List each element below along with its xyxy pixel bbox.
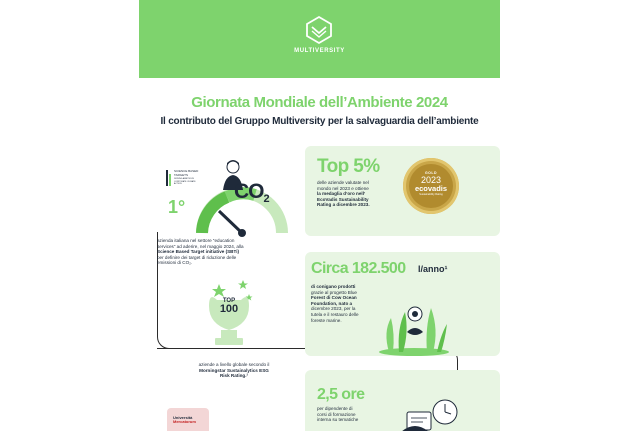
training-illustration-icon [401,392,461,431]
top100-badge [215,298,243,315]
products-line-5: dicembre 2023, per la [311,306,356,312]
sbti-line-5: emissioni di CO₂. [157,260,193,266]
ecovadis-stat: Top 5% [317,156,380,177]
sbti-description [157,238,297,266]
infographic-sheet [139,0,500,431]
multiversity-logo-icon [306,16,332,44]
mercatorum-text [173,416,196,425]
medal-year: 2023 [420,175,442,185]
products-line-7: foreste marine. [311,317,342,323]
sbti-logo-icon [166,170,172,186]
sbti-rank: 1° [168,197,186,217]
mercatorum-line-2: Mercatorum [173,419,196,425]
sbti-logo-subcaption: DRIVING AMBITIOUS CORPORATE CLIMATE ACTION [174,178,196,186]
products-stat: Circa 182.500 [311,260,406,277]
products-line-4: Foundation, nato a [311,300,353,306]
products-line-1: di conigano prodotti [311,284,356,289]
training-description [317,406,397,423]
training-line-2: corsi di formazione [317,411,356,417]
page-title: Giornata Mondiale dell’Ambiente 2024 [191,94,448,111]
mercatorum-line-1: Università [173,415,193,420]
ecovadis-line-2: mondo nel 2023 e ottiene [317,185,369,191]
sbti-line-1: azienda italiana nel settore “education [157,238,235,243]
top100-line-1: aziende a livello globale secondo il [198,362,270,367]
training-line-1: per dipendente di [317,406,353,411]
top100-badge-top: TOP [222,298,236,304]
top100-badge-num: 100 [219,303,239,315]
medal-subtitle: Sustainability Rating [419,193,443,196]
ecovadis-line-5: Rating a dicembre 2023. [317,202,370,208]
ecovadis-line-4: EcoVadis Sustainability [317,196,369,202]
sbti-line-2: services” ad aderire, nel maggio 2024, alla [157,243,244,249]
page-subtitle: Il contributo del Gruppo Multiversity per la salvaguardia dell’ambiente [160,116,479,127]
co2-subscript: 2 [263,193,269,205]
top100-line-2: Morningstar Sustainalytics ESG [199,367,269,373]
products-line-3: Forest di Cow Ocean [311,295,357,301]
products-line-2: grazie al progetto Blue [311,289,357,295]
ecovadis-description [317,180,403,208]
sbti-line-4: per definire dei target di riduzione delle [157,254,237,260]
training-line-3: interna su tematiche [317,417,359,423]
sbti-logo [166,170,200,194]
mercatorum-logo [167,408,209,431]
sbti-logo-caption: SCIENCE BASED TARGETS [174,169,199,177]
ecovadis-medal-inner [409,164,453,208]
co2-main: CO [234,180,264,203]
ecovadis-line-3: la medaglia d’oro nell’ [317,191,366,197]
seaweed-illustration-icon [379,288,449,356]
co2-label [234,180,269,205]
ecovadis-medal [403,158,459,214]
ecovadis-line-1: delle aziende valutate nel [317,180,369,185]
products-unit: l/anno¹ [418,264,448,274]
medal-name: ecovadis [414,184,448,193]
brand-name: MULTIVERSITY [294,48,345,54]
trophy-icon [199,280,259,350]
sbti-line-3: Science Based Target initiative (SBTi) [157,249,240,255]
top100-description [179,362,289,379]
header-banner [139,0,500,78]
top100-line-3: Risk Rating.² [219,373,249,379]
products-line-6: tutela e il restauro delle [311,311,359,317]
training-stat: 2,5 ore [317,386,365,403]
medal-label: GOLD [424,171,438,175]
